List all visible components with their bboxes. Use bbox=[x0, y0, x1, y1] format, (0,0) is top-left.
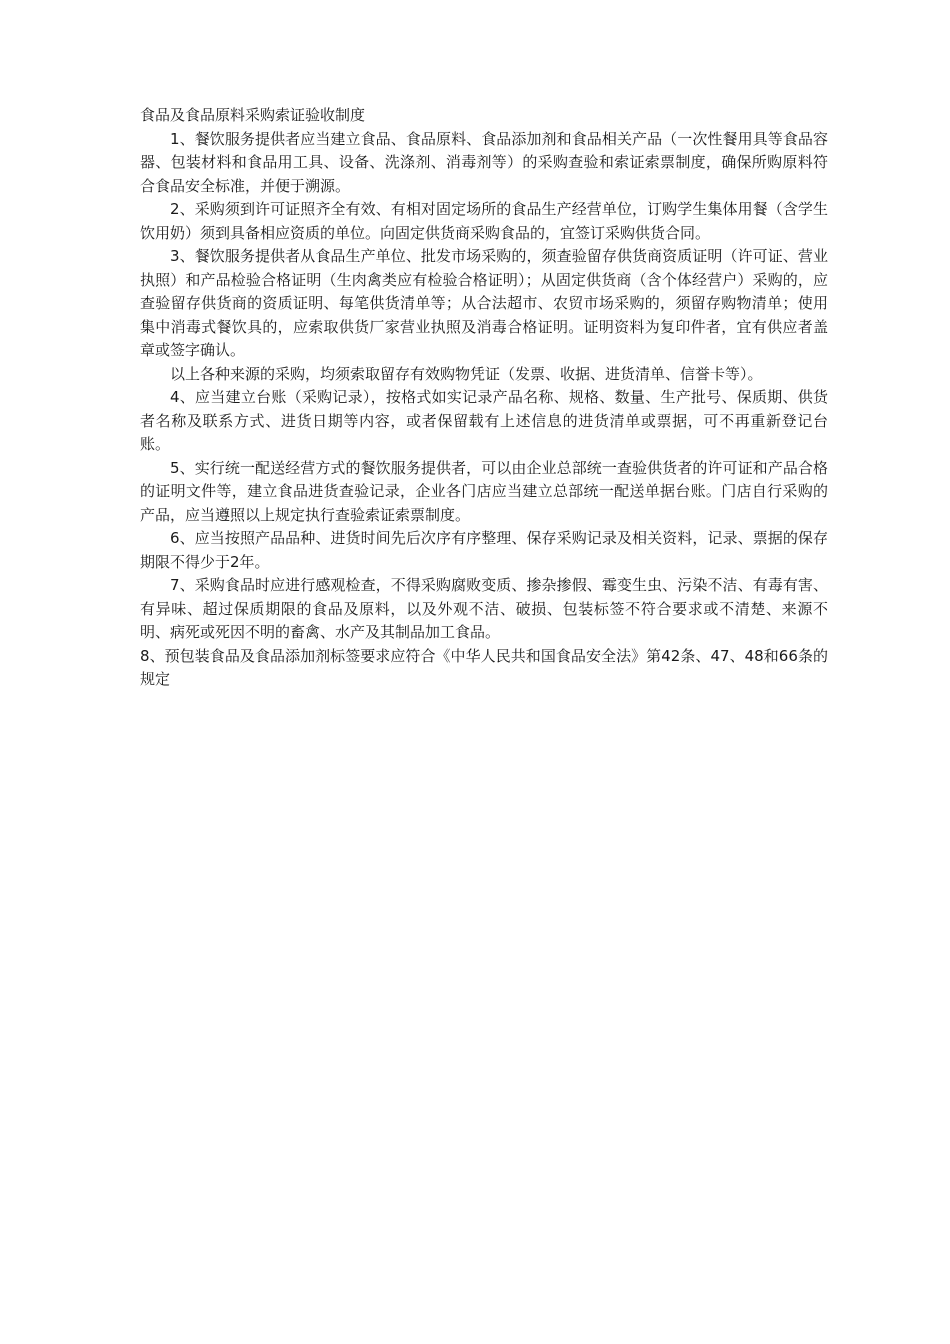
clause-4: 4、应当建立台账（采购记录），按格式如实记录产品名称、规格、数量、生产批号、保质期、供货者名称及联系方式、进货日期等内容，或者保留载有上述信息的进货清单或票据，可不再重新登记台账。 bbox=[140, 388, 828, 453]
document-title: 食品及食品原料采购索证验收制度 bbox=[140, 106, 366, 124]
document-body bbox=[140, 104, 828, 692]
clause-5: 5、实行统一配送经营方式的餐饮服务提供者，可以由企业总部统一查验供货者的许可证和产品合格的证明文件等，建立食品进货查验记录，企业各门店应当建立总部统一配送单据台账。门店自行采购的产品，应当遵照以上规定执行查验索证索票制度。 bbox=[140, 458, 828, 524]
clause-1: 1、餐饮服务提供者应当建立食品、食品原料、食品添加剂和食品相关产品（一次性餐用具等食品容器、包装材料和食品用工具、设备、洗涤剂、消毒剂等）的采购查验和索证索票制度，确保所购原料符合食品安全标准，并便于溯源。 bbox=[140, 129, 828, 195]
clause-6: 6、应当按照产品品种、进货时间先后次序有序整理、保存采购记录及相关资料，记录、票据的保存期限不得少于2年。 bbox=[140, 529, 828, 571]
clause-3-note: 以上各种来源的采购，均须索取留存有效购物凭证（发票、收据、进货清单、信誉卡等）。 bbox=[170, 364, 763, 383]
clause-3: 3、餐饮服务提供者从食品生产单位、批发市场采购的，须查验留存供货商资质证明（许可证、营业执照）和产品检验合格证明（生肉禽类应有检验合格证明）；从固定供货商（含个体经营户）采购的，应查验留存供货商的资质证明、每笔供货清单等；从合法超市、农贸市场采购的，须留存购物清单；使用集中消毒式餐饮具的，应索取供货厂家营业执照及消毒合格证明。证明资料为复印件者，宜有供应者盖章或签字确认。 bbox=[140, 247, 828, 359]
clause-7: 7、采购食品时应进行感观检查，不得采购腐败变质、掺杂掺假、霉变生虫、污染不洁、有毒有害、有异味、超过保质期限的食品及原料，以及外观不洁、破损、包装标签不符合要求或不清楚、来源不明、病死或死因不明的畜禽、水产及其制品加工食品。 bbox=[140, 576, 828, 641]
clause-8: 8、预包装食品及食品添加剂标签要求应符合《中华人民共和国食品安全法》第42条、47、48和66条的规定 bbox=[140, 646, 828, 688]
clause-2: 2、采购须到许可证照齐全有效、有相对固定场所的食品生产经营单位，订购学生集体用餐（含学生饮用奶）须到具备相应资质的单位。向固定供货商采购食品的，宜签订采购供货合同。 bbox=[140, 200, 828, 242]
